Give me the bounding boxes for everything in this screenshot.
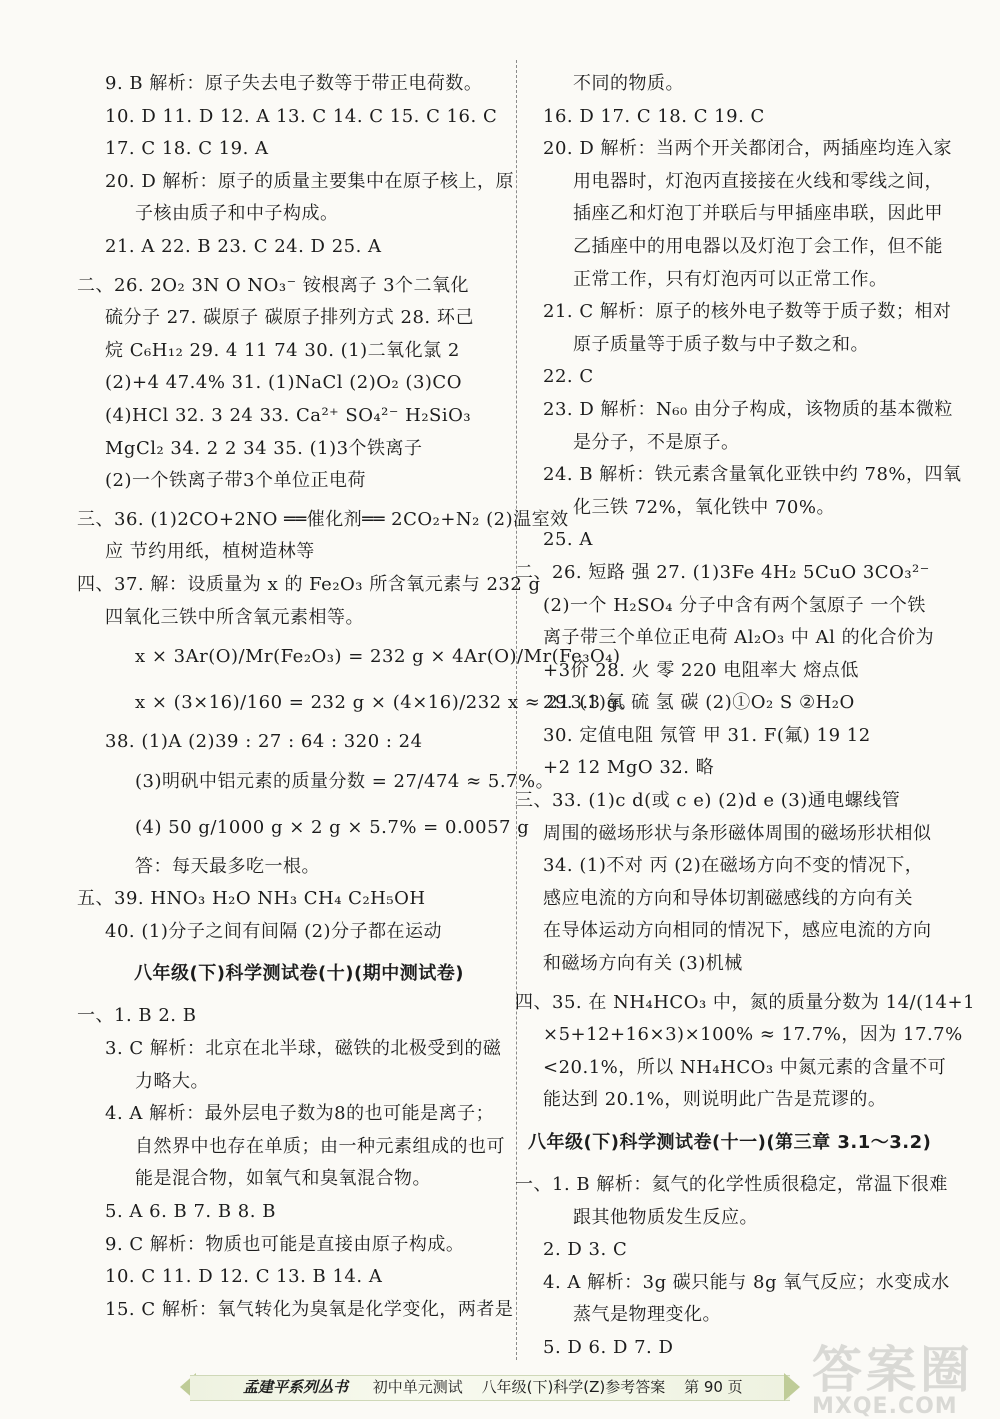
answer-line: 离子带三个单位正电荷 Al₂O₃ 中 Al 的化合价为 xyxy=(543,627,935,649)
answer-line: 用电器时，灯泡丙直接接在火线和零线之间， xyxy=(573,170,943,192)
answer-line: (2)+4 47.4% 31. (1)NaCl (2)O₂ (3)CO xyxy=(105,372,462,394)
answer-line: 四氧化三铁中所含氧元素相等。 xyxy=(105,606,364,628)
right-column xyxy=(515,68,976,1365)
footer-arrow-right-icon xyxy=(784,1373,800,1401)
answer-line: 40. (1)分子之间有间隔 (2)分子都在运动 xyxy=(105,920,443,942)
answer-line: 3. C 解析：北京在北半球，磁铁的北极受到的磁 xyxy=(105,1038,502,1060)
answer-line: 蒸气是物理变化。 xyxy=(573,1304,721,1326)
answer-line: 自然界中也存在单质；由一种元素组成的也可 xyxy=(135,1135,505,1157)
answer-line: 化三铁 72%，氧化铁中 70%。 xyxy=(573,496,835,518)
section-heading: 八年级(下)科学测试卷(十)(期中测试卷) xyxy=(134,963,464,985)
answer-line: 三、33. (1)c d(或 c e) (2)d e (3)通电螺线管 xyxy=(515,790,901,812)
answer-line: 在导体运动方向相同的情况下，感应电流的方向 xyxy=(543,920,932,942)
answer-line: 29. (1)氧 硫 氢 碳 (2)①O₂ S ②H₂O xyxy=(543,692,855,714)
answer-line: 和磁场方向有关 (3)机械 xyxy=(543,953,743,975)
watermark xyxy=(812,1330,982,1419)
answer-line: 一、1. B 解析：氦气的化学性质很稳定，常温下很难 xyxy=(515,1174,948,1195)
answer-line: 17. C 18. C 19. A xyxy=(105,138,269,160)
answer-line: 五、39. HNO₃ H₂O NH₃ CH₄ C₂H₅OH xyxy=(77,888,426,910)
section-heading: 八年级(下)科学测试卷(十一)(第三章 3.1～3.2) xyxy=(528,1132,932,1153)
watermark-url: MXQE.COM xyxy=(812,1394,958,1419)
answer-line: 30. 定值电阻 氖管 甲 31. F(氟) 19 12 xyxy=(543,724,871,746)
answer-line: MgCl₂ 34. 2 2 34 35. (1)3个铁离子 xyxy=(105,437,423,459)
answer-line: 能是混合物，如氧气和臭氧混合物。 xyxy=(135,1168,431,1190)
watermark-logo: 答案圈 xyxy=(812,1341,974,1399)
footer-subject: 八年级(下)科学(Z)参考答案 xyxy=(481,1378,666,1396)
answer-line: 能达到 20.1%，则说明此广告是荒谬的。 xyxy=(543,1089,887,1111)
answer-line: 二、26. 短路 强 27. (1)3Fe 4H₂ 5CuO 3CO₃²⁻ xyxy=(515,561,930,583)
answer-line: 四、35. 在 NH₄HCO₃ 中，氮的质量分数为 14/(14+1 xyxy=(515,991,976,1013)
answer-line: 10. C 11. D 12. C 13. B 14. A xyxy=(105,1266,383,1288)
answer-line: (4)HCl 32. 3 24 33. Ca²⁺ SO₄²⁻ H₂SiO₃ xyxy=(105,404,472,426)
footer-series: 孟建平系列丛书 xyxy=(243,1378,349,1396)
answer-line: 38. (1)A (2)39 : 27 : 64 : 320 : 24 xyxy=(105,731,423,753)
answer-line: 24. B 解析：铁元素含量氧化亚铁中约 78%，四氧 xyxy=(543,464,962,486)
answer-line: 乙插座中的用电器以及灯泡丁会工作，但不能 xyxy=(573,235,943,257)
answer-line: 插座乙和灯泡丁并联后与甲插座串联，因此甲 xyxy=(573,203,943,225)
answer-line: 应 节约用纸，植树造林等 xyxy=(105,541,315,563)
answer-line: <20.1%，所以 NH₄HCO₃ 中氮元素的含量不可 xyxy=(543,1056,947,1078)
answer-line: 16. D 17. C 18. C 19. C xyxy=(543,105,765,127)
answer-line: 二、26. 2O₂ 3N O NO₃⁻ 铵根离子 3个二氧化 xyxy=(77,274,470,296)
answer-line: 是分子，不是原子。 xyxy=(573,431,740,453)
answer-line: 34. (1)不对 丙 (2)在磁场方向不变的情况下， xyxy=(543,855,924,877)
formula-line: (3)明矾中铝元素的质量分数 = 27/474 ≈ 5.7%。 xyxy=(135,770,555,792)
answer-line: 21. C 解析：原子的核外电子数等于质子数；相对 xyxy=(543,301,952,323)
answer-line: ×5+12+16×3)×100% ≈ 17.7%，因为 17.7% xyxy=(543,1024,963,1046)
answer-line: 21. A 22. B 23. C 24. D 25. A xyxy=(105,235,382,257)
answer-line: 子核由质子和中子构成。 xyxy=(135,203,339,225)
answer-line: 四、37. 解：设质量为 x 的 Fe₂O₃ 所含氧元素与 232 g xyxy=(77,573,541,595)
answer-line: 4. A 解析：3g 碳只能与 8g 氧气反应；水变成水 xyxy=(543,1271,950,1293)
answer-line: +2 12 MgO 32. 略 xyxy=(543,757,715,779)
answer-line: 2. D 3. C xyxy=(543,1239,628,1261)
footer-text xyxy=(243,1375,757,1399)
formula-line: x × 3Ar(O)/Mr(Fe₂O₃) = 232 g × 4Ar(O)/Mr(Fe₃O₄) xyxy=(135,646,621,668)
answer-line: 感应电流的方向和导体切割磁感线的方向有关 xyxy=(543,887,913,909)
answer-line: 跟其他物质发生反应。 xyxy=(573,1206,758,1228)
answer-line: 不同的物质。 xyxy=(573,73,684,94)
answer-line: 三、36. (1)2CO+2NO ══催化剂══ 2CO₂+N₂ (2)温室效 xyxy=(77,508,569,530)
answer-line: (2)一个 H₂SO₄ 分子中含有两个氢原子 一个铁 xyxy=(543,594,926,616)
answer-line: +3价 28. 火 零 220 电阻率大 熔点低 xyxy=(543,659,859,681)
answer-line: 20. D 解析：原子的质量主要集中在原子核上，原 xyxy=(105,170,514,192)
answer-line: 10. D 11. D 12. A 13. C 14. C 15. C 16. C xyxy=(105,105,498,127)
answer-line: 9. B 解析：原子失去电子数等于带正电荷数。 xyxy=(105,73,483,94)
answer-line: 15. C 解析：氧气转化为臭氧是化学变化，两者是 xyxy=(105,1298,514,1320)
answer-line: 正常工作，只有灯泡丙可以正常工作。 xyxy=(573,268,888,290)
answer-line: 25. A xyxy=(543,529,593,551)
answer-line: 22. C xyxy=(543,366,594,388)
answer-line: 周围的磁场形状与条形磁体周围的磁场形状相似 xyxy=(543,822,932,844)
answer-line: 烷 C₆H₁₂ 29. 4 11 74 30. (1)二氧化氯 2 xyxy=(105,339,460,361)
answer-line: (2)一个铁离子带3个单位正电荷 xyxy=(105,470,366,492)
answer-line: 4. A 解析：最外层电子数为8的也可能是离子； xyxy=(105,1103,495,1125)
answer-line: 23. D 解析：N₆₀ 由分子构成，该物质的基本微粒 xyxy=(543,398,953,420)
formula-line: x × (3×16)/160 = 232 g × (4×16)/232 x ≈ 213.3 g。 xyxy=(135,692,638,714)
answer-line: 20. D 解析：当两个开关都闭合，两插座均连入家 xyxy=(543,138,952,160)
formula-line: (4) 50 g/1000 g × 2 g × 5.7% = 0.0057 g xyxy=(135,816,530,838)
answer-line: 9. C 解析：物质也可能是直接由原子构成。 xyxy=(105,1233,465,1255)
answer-line: 硫分子 27. 碳原子 碳原子排列方式 28. 环己 xyxy=(105,307,474,329)
answer-line: 答：每天最多吃一根。 xyxy=(135,855,320,877)
answer-line: 力略大。 xyxy=(135,1070,209,1092)
answer-line: 原子质量等于质子数与中子数之和。 xyxy=(573,333,869,355)
answer-line: 5. A 6. B 7. B 8. B xyxy=(105,1201,276,1223)
answer-line: 5. D 6. D 7. D xyxy=(543,1336,674,1358)
answer-line: 一、1. B 2. B xyxy=(77,1005,197,1027)
footer-book: 初中单元测试 xyxy=(372,1378,463,1396)
footer-page-number: 第 90 页 xyxy=(684,1378,743,1396)
